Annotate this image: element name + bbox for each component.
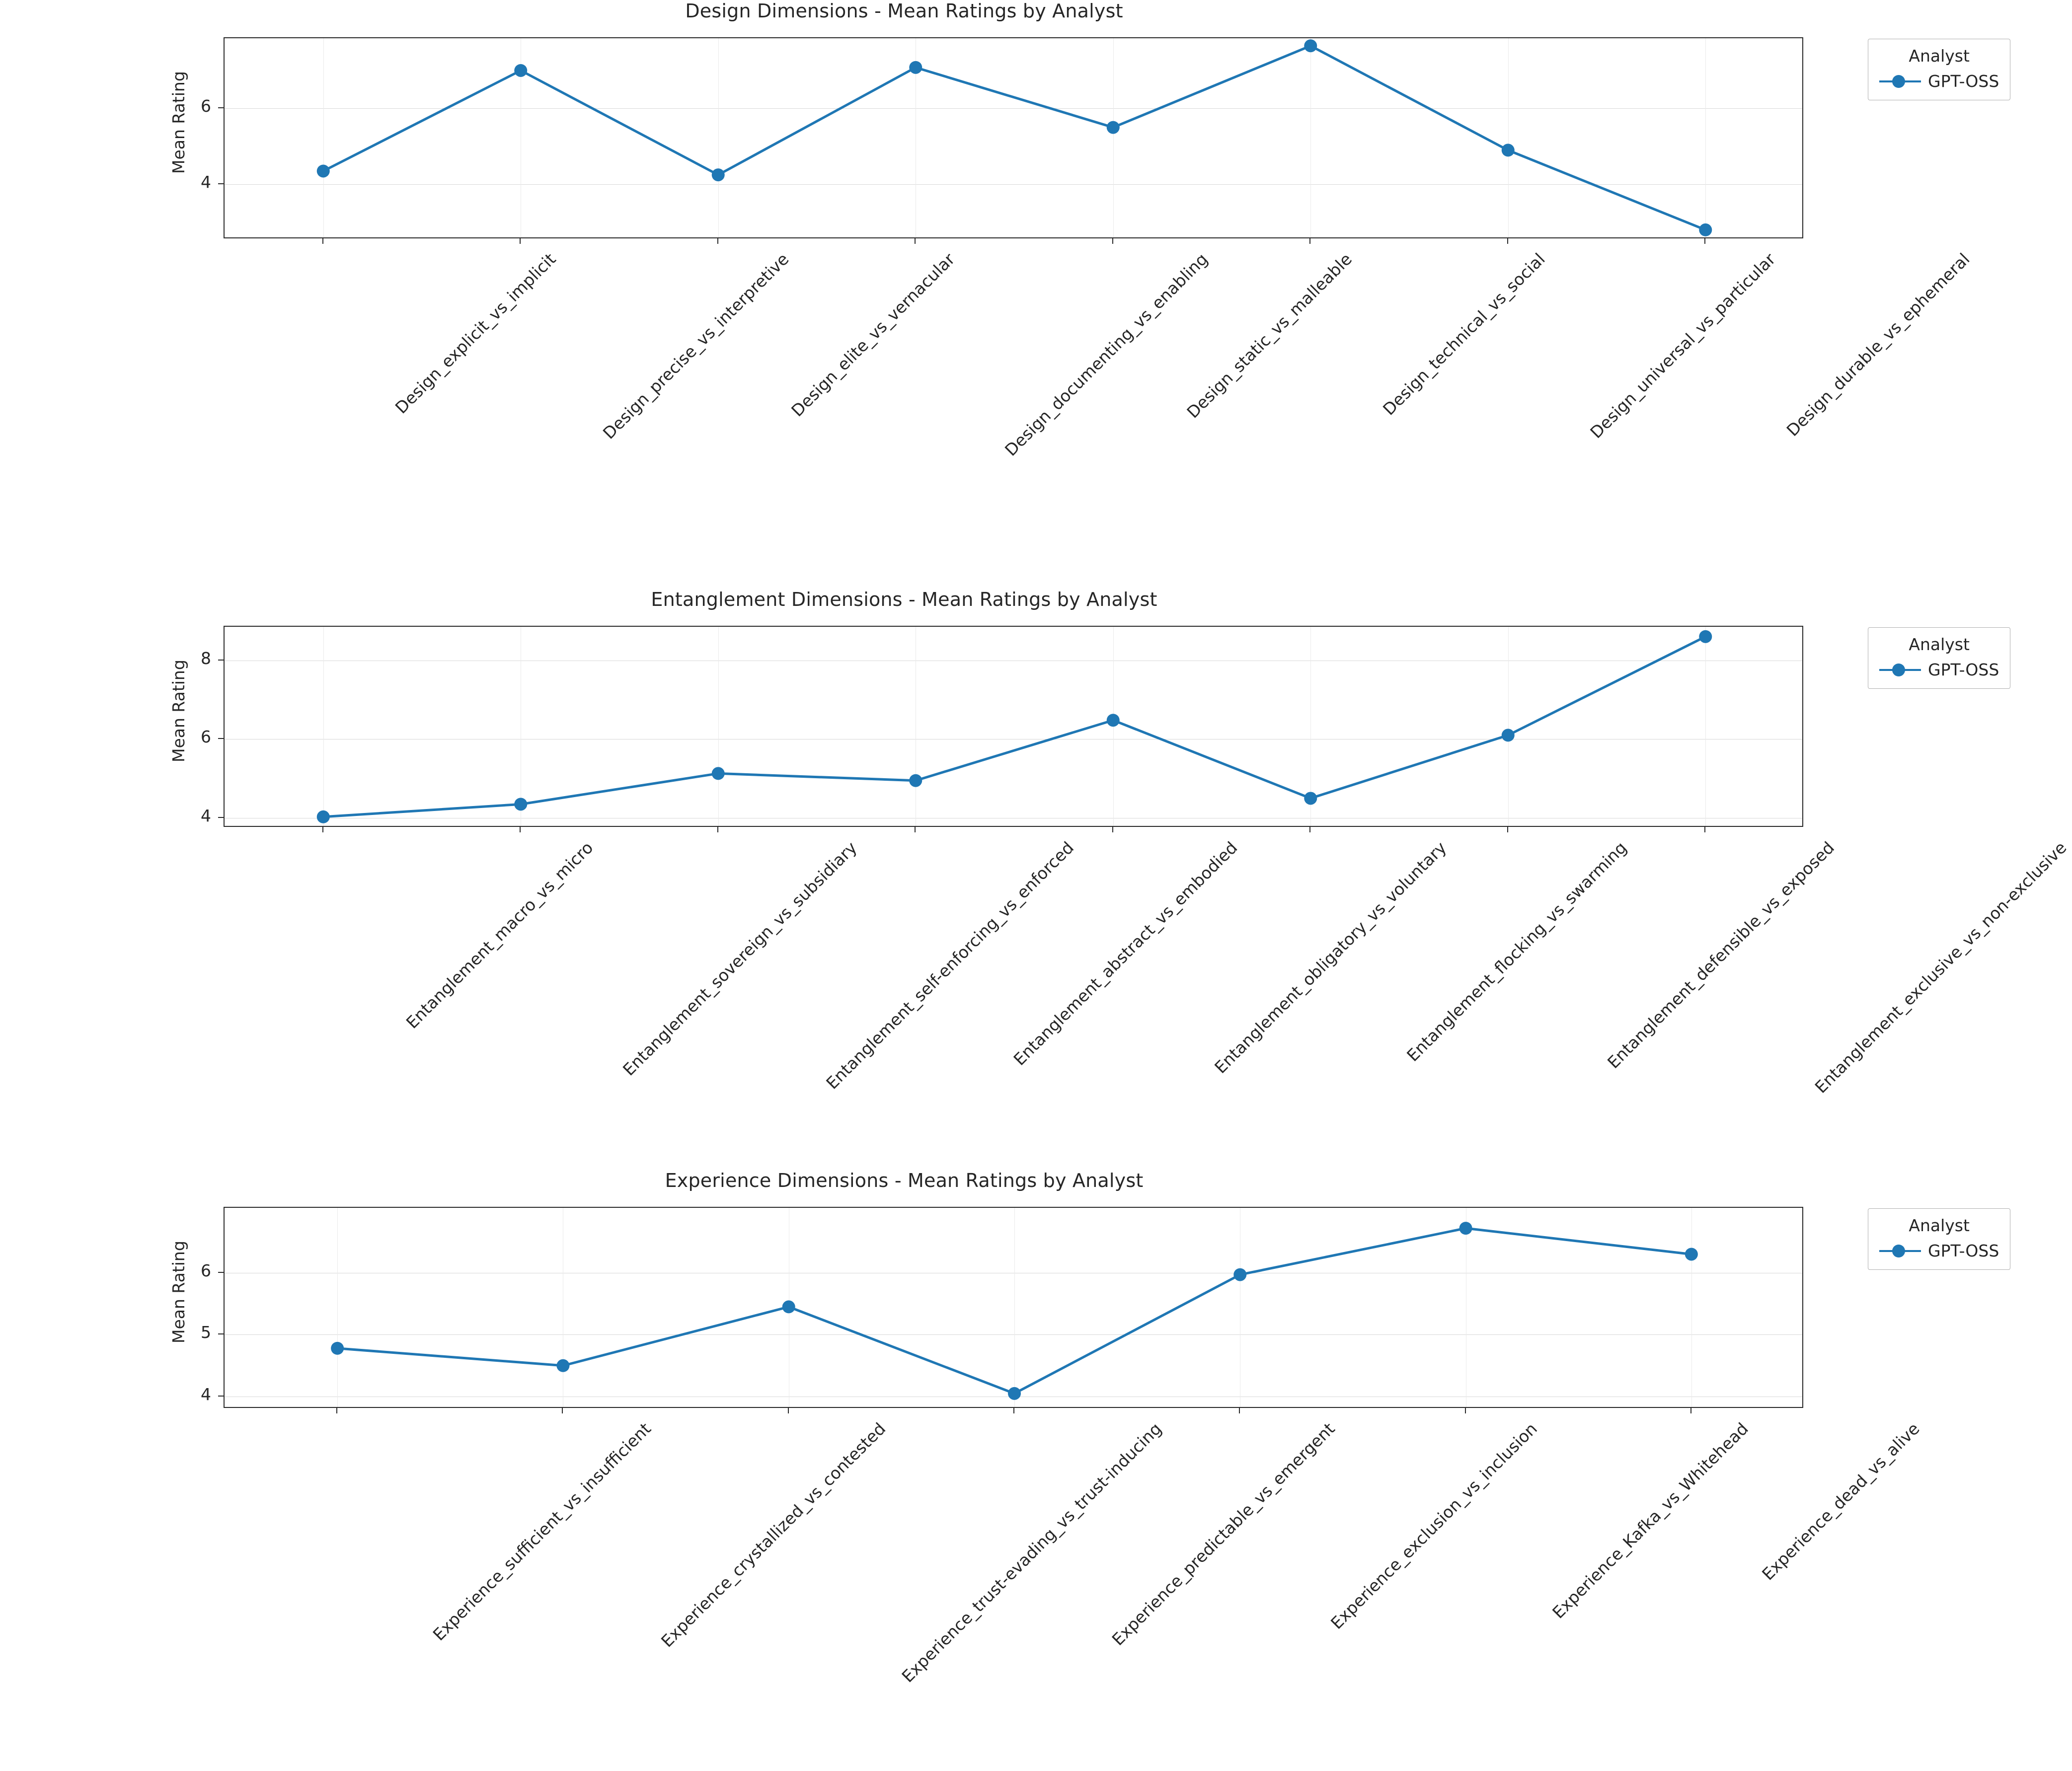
data-point-marker[interactable] xyxy=(1502,144,1515,156)
y-tick-label: 6 xyxy=(201,727,211,747)
plot-area-experience xyxy=(224,1207,1803,1408)
data-point-marker[interactable] xyxy=(1304,792,1317,805)
x-tick-label: Design_universal_vs_particular xyxy=(1586,249,1779,443)
data-point-marker[interactable] xyxy=(1502,729,1515,741)
x-tick-label: Entanglement_defensible_vs_exposed xyxy=(1603,838,1838,1072)
x-tick-mark xyxy=(1112,238,1113,244)
y-tick-label: 4 xyxy=(201,1385,211,1404)
x-tick-mark xyxy=(1239,1408,1240,1413)
x-tick-label: Entanglement_flocking_vs_swarming xyxy=(1403,838,1631,1065)
x-tick-mark xyxy=(322,238,323,244)
legend-entanglement xyxy=(1868,627,2010,689)
data-point-marker[interactable] xyxy=(331,1342,344,1355)
x-tick-mark xyxy=(788,1408,789,1413)
legend-swatch-icon xyxy=(1879,79,1921,84)
data-point-marker[interactable] xyxy=(782,1300,795,1313)
x-tick-mark xyxy=(1507,827,1508,832)
x-tick-mark xyxy=(1507,238,1508,244)
x-tick-mark xyxy=(1309,827,1310,832)
data-point-marker[interactable] xyxy=(556,1359,569,1372)
y-tick-mark xyxy=(218,660,224,661)
legend-swatch-icon xyxy=(1879,667,1921,672)
data-point-marker[interactable] xyxy=(1107,714,1120,727)
x-tick-mark xyxy=(520,827,521,832)
x-tick-mark xyxy=(1013,1408,1014,1413)
data-point-marker[interactable] xyxy=(514,64,527,77)
y-tick-label: 6 xyxy=(201,96,211,116)
x-tick-label: Entanglement_abstract_vs_embodied xyxy=(1009,838,1241,1069)
x-tick-mark xyxy=(1465,1408,1466,1413)
x-tick-label: Experience_trust-evading_vs_trust-inducing xyxy=(898,1419,1165,1687)
x-tick-label: Design_durable_vs_ephemeral xyxy=(1782,249,1974,441)
x-tick-label: Experience_dead_vs_alive xyxy=(1758,1419,1923,1584)
x-tick-label: Design_documenting_vs_enabling xyxy=(1001,249,1212,460)
y-tick-label: 4 xyxy=(201,806,211,826)
legend-design xyxy=(1868,39,2010,100)
chart-title-experience: Experience Dimensions - Mean Ratings by Analyst xyxy=(665,1170,1144,1191)
x-tick-mark xyxy=(717,827,718,832)
x-tick-label: Design_static_vs_malleable xyxy=(1183,249,1356,422)
legend-experience xyxy=(1868,1208,2010,1270)
series-line-gpt-oss xyxy=(337,1228,1691,1394)
x-tick-mark xyxy=(336,1408,337,1413)
x-tick-mark xyxy=(1704,238,1705,244)
legend-item-gpt-oss[interactable] xyxy=(1879,72,1999,91)
plot-area-design xyxy=(224,37,1803,238)
series-line-gpt-oss xyxy=(323,46,1706,230)
y-tick-label: 5 xyxy=(201,1323,211,1342)
data-point-marker[interactable] xyxy=(909,61,922,74)
y-tick-label: 4 xyxy=(201,172,211,192)
legend-swatch-icon xyxy=(1879,1249,1921,1254)
legend-item-label: GPT-OSS xyxy=(1928,72,1999,91)
data-point-marker[interactable] xyxy=(712,168,725,181)
series-line-gpt-oss xyxy=(323,637,1706,817)
y-axis-label-design: Mean Rating xyxy=(169,71,188,174)
y-axis-label-experience: Mean Rating xyxy=(169,1241,188,1343)
y-tick-label: 6 xyxy=(201,1260,211,1280)
data-point-marker[interactable] xyxy=(1107,121,1120,134)
x-tick-mark xyxy=(915,238,916,244)
x-tick-mark xyxy=(1704,827,1705,832)
series-layer xyxy=(225,1208,1804,1409)
x-tick-label: Entanglement_exclusive_vs_non-exclusive xyxy=(1811,838,2071,1097)
y-axis-label-entanglement: Mean Rating xyxy=(169,660,188,762)
x-tick-mark xyxy=(717,238,718,244)
chart-panel-entanglement xyxy=(0,589,2072,1165)
x-tick-label: Design_technical_vs_social xyxy=(1379,249,1549,419)
x-tick-mark xyxy=(562,1408,563,1413)
legend-title: Analyst xyxy=(1909,635,1970,654)
y-tick-mark xyxy=(218,738,224,739)
y-tick-mark xyxy=(218,1396,224,1397)
chart-panel-design xyxy=(0,0,2072,576)
x-tick-label: Entanglement_macro_vs_micro xyxy=(402,838,597,1033)
data-point-marker[interactable] xyxy=(317,811,330,823)
legend-item-label: GPT-OSS xyxy=(1928,660,1999,679)
x-tick-mark xyxy=(1309,238,1310,244)
series-layer xyxy=(225,627,1804,828)
data-point-marker[interactable] xyxy=(1233,1268,1246,1281)
x-tick-label: Experience_crystallized_vs_contested xyxy=(657,1419,890,1651)
x-tick-label: Experience_exclusion_vs_inclusion xyxy=(1327,1419,1541,1633)
legend-title: Analyst xyxy=(1909,1216,1970,1235)
legend-item-label: GPT-OSS xyxy=(1928,1241,1999,1260)
y-tick-mark xyxy=(218,183,224,184)
chart-title-entanglement: Entanglement Dimensions - Mean Ratings by Analyst xyxy=(651,589,1157,610)
legend-item-gpt-oss[interactable] xyxy=(1879,660,1999,679)
data-point-marker[interactable] xyxy=(1699,630,1712,643)
x-tick-label: Entanglement_sovereign_vs_subsidiary xyxy=(619,838,861,1080)
legend-item-gpt-oss[interactable] xyxy=(1879,1241,1999,1260)
chart-title-design: Design Dimensions - Mean Ratings by Analyst xyxy=(685,0,1123,22)
data-point-marker[interactable] xyxy=(909,774,922,787)
y-tick-mark xyxy=(218,817,224,818)
x-tick-label: Experience_Kafka_vs_Whitehead xyxy=(1548,1419,1752,1623)
x-tick-mark xyxy=(520,238,521,244)
x-tick-label: Experience_sufficient_vs_insufficient xyxy=(429,1419,655,1645)
y-tick-mark xyxy=(218,1272,224,1273)
x-tick-mark xyxy=(915,827,916,832)
x-tick-mark xyxy=(1112,827,1113,832)
data-point-marker[interactable] xyxy=(1304,39,1317,52)
x-tick-mark xyxy=(322,827,323,832)
x-tick-label: Design_explicit_vs_implicit xyxy=(391,249,560,418)
data-point-marker[interactable] xyxy=(1459,1222,1472,1235)
x-tick-label: Design_precise_vs_interpretive xyxy=(599,249,793,443)
data-point-marker[interactable] xyxy=(1008,1387,1021,1400)
data-point-marker[interactable] xyxy=(317,164,330,177)
data-point-marker[interactable] xyxy=(514,798,527,811)
y-tick-label: 8 xyxy=(201,648,211,668)
x-tick-mark xyxy=(1690,1408,1691,1413)
legend-title: Analyst xyxy=(1909,46,1970,66)
x-tick-label: Entanglement_obligatory_vs_voluntary xyxy=(1210,838,1450,1077)
y-tick-mark xyxy=(218,107,224,108)
plot-area-entanglement xyxy=(224,626,1803,827)
x-tick-label: Experience_predictable_vs_emergent xyxy=(1108,1419,1339,1649)
series-layer xyxy=(225,38,1804,239)
x-tick-label: Design_elite_vs_vernacular xyxy=(787,249,959,421)
data-point-marker[interactable] xyxy=(712,767,725,780)
data-point-marker[interactable] xyxy=(1685,1248,1698,1260)
y-tick-mark xyxy=(218,1333,224,1334)
chart-panel-experience xyxy=(0,1170,2072,1746)
x-tick-label: Entanglement_self-enforcing_vs_enforced xyxy=(822,838,1077,1093)
data-point-marker[interactable] xyxy=(1699,223,1712,236)
